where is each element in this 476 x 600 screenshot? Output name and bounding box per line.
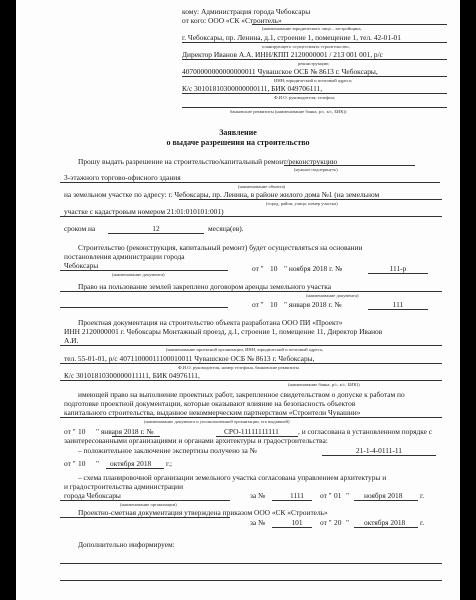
expert-date-day: 10 <box>78 459 86 468</box>
underline <box>60 307 228 308</box>
estimate-quote: " <box>346 518 350 527</box>
caption: ИНН; юридический и почтовый адреса; <box>274 78 353 83</box>
lease-date-rest: " января 2018 г. № <box>284 300 342 309</box>
lease-date-prefix: от " <box>252 300 264 309</box>
caption: реконструкцию; <box>298 61 330 66</box>
caption: Ф.И.О. руководителя, номер телефона, банковские реквизиты <box>178 365 299 370</box>
estimate-number: 101 <box>291 518 303 527</box>
project-name: А.И. <box>64 336 79 345</box>
land-right-line: Право на пользование землей закреплено договором аренды земельного участка <box>78 282 332 291</box>
caption: (наименование организации) <box>120 502 177 507</box>
term-unit: месяца(ев). <box>208 224 244 233</box>
project-developer: Проектная документация на строительство объекта разработана ООО ПИ «Проект» <box>78 318 343 327</box>
sender-line: от кого: ООО «СК «Строитель» <box>182 16 282 25</box>
decree-number: 111-р <box>389 264 407 273</box>
underline <box>322 455 436 456</box>
caption: (наименование проектной организации, ИНН, юридический и почтовый адреса, <box>166 347 323 352</box>
caption: (наименование документа) <box>306 293 359 298</box>
decree-date-prefix: от " <box>252 264 264 273</box>
estimate-day: 20 <box>334 518 342 527</box>
cert-date-rest: " января 2018 г. № <box>96 427 154 436</box>
expert-line: – положительное заключение экспертизы получено за № <box>78 446 257 455</box>
recipient-line: кому: Администрация города Чебоксары <box>182 7 311 16</box>
lease-date-day: 10 <box>270 300 278 309</box>
estimate-ot: от " <box>320 518 332 527</box>
decree-date-rest: " ноября 2018 г. № <box>284 264 343 273</box>
scheme-city: города Чебоксары <box>64 491 121 500</box>
scheme-line-2: и градостроительства администрации <box>64 482 184 491</box>
lease-number: 111 <box>392 300 404 309</box>
underline <box>60 182 440 183</box>
underline <box>60 563 442 564</box>
underline <box>272 527 312 528</box>
caption: планирующего осуществлять строительство, <box>262 44 350 49</box>
underline <box>60 345 442 346</box>
expert-date-quote: " <box>96 459 100 468</box>
scheme-za: за № <box>250 491 266 500</box>
underline <box>60 216 442 217</box>
term-value: 12 <box>152 224 160 233</box>
underline <box>108 233 204 234</box>
cert-number: СРО-11111111111 <box>224 427 279 436</box>
underline <box>106 468 164 469</box>
underline <box>272 500 312 501</box>
expert-date-suffix: г.; <box>166 459 173 468</box>
underline <box>60 380 442 381</box>
underline <box>252 24 447 25</box>
scheme-number: 1111 <box>290 491 304 500</box>
scheme-day: 01 <box>334 491 342 500</box>
right-line-3: капитального строительства, выданное некоммерческим партнерством «Строители Чувашии» <box>64 408 361 417</box>
underline <box>182 59 447 60</box>
expert-number: 21-1-4-0111-11 <box>356 446 402 455</box>
estimate-za: за № <box>250 518 266 527</box>
cert-date-prefix: от " <box>64 427 76 436</box>
decree-city: Чебоксары <box>64 261 99 270</box>
project-bank: К/с 30101810300000011111, БИК 04976111, <box>64 371 200 380</box>
document-title: Заявление <box>219 128 257 137</box>
sender-director-inn: Директор Иванов А.А. ИНН/КПП 2120000001 / 213 001 001, р/с <box>182 50 383 59</box>
underline <box>354 500 418 501</box>
land-address: на земельном участке по адресу: г. Чебоксары, пр. Ленина, в районе жилого дома №1 (на земельном <box>64 190 380 199</box>
underline <box>182 42 447 43</box>
caption: (наименование документа и уполномоченной организации, его выдавшей) <box>144 419 290 424</box>
caption: Ф.И.О. руководителя; телефон; <box>274 95 336 100</box>
underline <box>354 527 418 528</box>
underline <box>60 270 228 271</box>
underline <box>284 165 415 166</box>
application-document <box>16 0 460 600</box>
estimate-month: октября 2018 <box>364 518 406 527</box>
cert-date-day: 10 <box>78 427 86 436</box>
caption: (наименование банка, р/с, к/с, БИК)) <box>288 382 360 387</box>
scheme-month: ноября 2018 <box>364 491 403 500</box>
expert-date-prefix: от " <box>64 459 76 468</box>
decree-date-day: 10 <box>270 264 278 273</box>
underline <box>60 363 442 364</box>
caption: (город, район, улица, номер участка) <box>266 201 338 206</box>
underline <box>60 417 442 418</box>
scheme-quote: " <box>346 491 350 500</box>
caption: (наименование юридического лица – застройщика, <box>262 26 362 31</box>
estimate-g: г. <box>420 518 425 527</box>
underline <box>182 107 447 108</box>
caption: (нужное подчеркнуть) <box>294 167 338 172</box>
underline <box>182 76 447 77</box>
object-name: 3-этажного торгово-офисного здания <box>64 173 181 182</box>
scheme-ot: от " <box>320 491 332 500</box>
underline <box>182 93 447 94</box>
underline <box>60 291 442 292</box>
expert-date-month: октября 2018 <box>110 459 152 468</box>
decree-label: постановления администрации города <box>64 252 185 261</box>
underline <box>179 199 442 200</box>
right-line-1: имеющей право на выполнение проектных работ, закрепленное свидетельством о допуске к работам по <box>78 390 405 399</box>
request-line: Прошу выдать разрешение на строительство/капитальный ремонт/реконструкцию <box>78 157 338 166</box>
caption: банковские реквизиты (наименование банка, р/с, к/с, БИК)) <box>230 109 347 114</box>
underline <box>368 273 428 274</box>
scheme-line: – схема планировочной организации земельного участка согласована управлением архитектуры и <box>78 473 387 482</box>
underline <box>368 309 428 310</box>
underline <box>60 500 230 501</box>
caption: (наименование объекта) <box>238 184 286 189</box>
interested-orgs: заинтересованными организациями и органами архитектуры и градостроительства: <box>64 436 328 445</box>
cert-suffix: , и согласована в установленном порядке с <box>298 427 433 436</box>
project-phone-account: тел. 55-01-01, р/с 40711000011100010011 Чувашское ОСБ № 8613 г. Чебоксары, <box>64 354 315 363</box>
underline <box>60 517 230 518</box>
term-label: сроком на <box>64 224 96 233</box>
sender-address: г. Чебоксары, пр. Ленина, д.1, строение 1, помещение 1, тел. 42-01-01 <box>182 33 401 42</box>
scheme-g: г. <box>420 491 425 500</box>
caption: (наименование документа) <box>112 272 165 277</box>
right-line-2: подготовке проектной документации, которые оказывают влияние на безопасность объектов <box>64 399 356 408</box>
document-subtitle: о выдаче разрешения на строительство <box>166 138 310 147</box>
extra-info: Дополнительно информируем: <box>78 540 175 549</box>
underline <box>60 580 442 581</box>
construction-basis: Строительство (реконструкция, капитальный ремонт) будет осуществляться на основании <box>78 243 363 252</box>
sender-account: 40700000000000000011 Чувашское ОСБ № 8613 г. Чебоксары, <box>182 67 378 76</box>
project-inn: ИНН 2120000001 г. Чебоксары Монтажный проезд, д.1, строение 1, помещение 11, Директор Иванов <box>64 327 383 336</box>
estimate-line: Проектно-сметная документация утверждена приказом ООО «СК «Строитель» <box>78 508 328 517</box>
cadastral-number: участке с кадастровым номером 21:01:010101:001) <box>64 207 224 216</box>
sender-bank: К/с 30101810300000000111, БИК 049706111, <box>182 84 323 93</box>
